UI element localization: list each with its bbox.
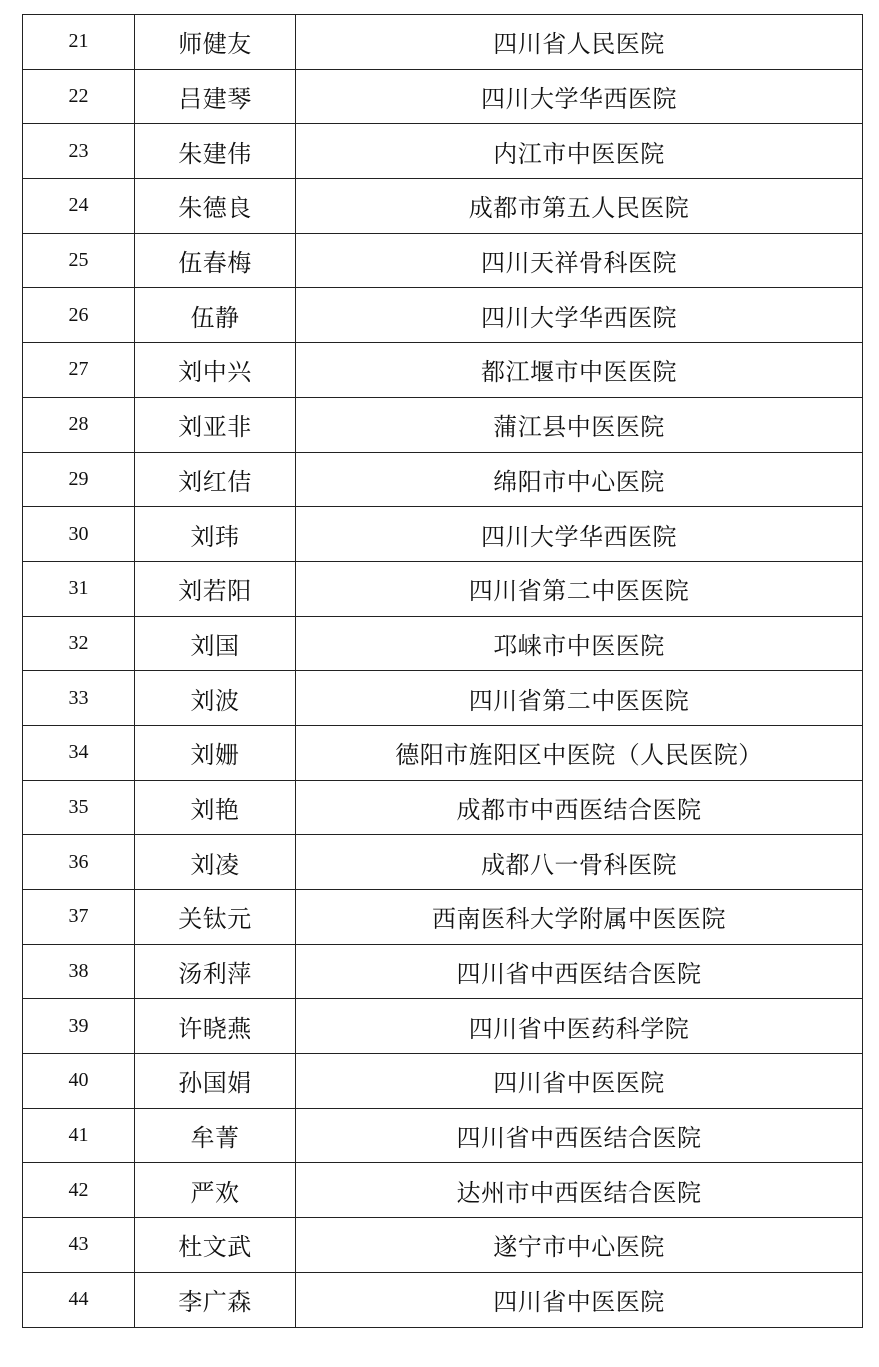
person-name-cell: 刘国 [135,616,296,671]
person-name-cell: 牟菁 [135,1108,296,1163]
hospital-name-cell: 达州市中西医结合医院 [296,1163,863,1218]
hospital-name-cell: 邛崃市中医医院 [296,616,863,671]
roster-table-body [23,15,863,1328]
person-name-cell: 关钛元 [135,890,296,945]
table-row [23,397,863,452]
person-name-cell: 刘红佶 [135,452,296,507]
table-row [23,1108,863,1163]
table-row [23,507,863,562]
hospital-name-cell: 西南医科大学附属中医医院 [296,890,863,945]
person-name-cell: 刘若阳 [135,561,296,616]
person-name-cell: 伍静 [135,288,296,343]
person-name-cell: 刘凌 [135,835,296,890]
row-number-cell: 25 [23,233,135,288]
row-number-cell: 23 [23,124,135,179]
person-name-cell: 朱建伟 [135,124,296,179]
hospital-name-cell: 成都市中西医结合医院 [296,780,863,835]
table-row [23,780,863,835]
row-number-cell: 27 [23,343,135,398]
person-name-cell: 严欢 [135,1163,296,1218]
row-number-cell: 36 [23,835,135,890]
hospital-name-cell: 四川天祥骨科医院 [296,233,863,288]
table-row [23,1054,863,1109]
hospital-name-cell: 绵阳市中心医院 [296,452,863,507]
table-row [23,69,863,124]
hospital-name-cell: 四川大学华西医院 [296,69,863,124]
table-row [23,288,863,343]
person-name-cell: 刘波 [135,671,296,726]
row-number-cell: 22 [23,69,135,124]
row-number-cell: 38 [23,944,135,999]
row-number-cell: 44 [23,1272,135,1327]
person-name-cell: 孙国娟 [135,1054,296,1109]
person-name-cell: 师健友 [135,15,296,70]
row-number-cell: 24 [23,179,135,234]
hospital-name-cell: 成都市第五人民医院 [296,179,863,234]
table-row [23,1163,863,1218]
table-row [23,179,863,234]
hospital-name-cell: 遂宁市中心医院 [296,1218,863,1273]
hospital-name-cell: 蒲江县中医医院 [296,397,863,452]
person-name-cell: 刘艳 [135,780,296,835]
table-row [23,1272,863,1327]
row-number-cell: 28 [23,397,135,452]
table-row [23,671,863,726]
person-name-cell: 汤利萍 [135,944,296,999]
hospital-name-cell: 四川省第二中医医院 [296,671,863,726]
table-row [23,343,863,398]
person-name-cell: 刘中兴 [135,343,296,398]
table-row [23,124,863,179]
table-row [23,999,863,1054]
row-number-cell: 43 [23,1218,135,1273]
person-name-cell: 吕建琴 [135,69,296,124]
hospital-name-cell: 四川省人民医院 [296,15,863,70]
table-row [23,890,863,945]
row-number-cell: 30 [23,507,135,562]
table-row [23,452,863,507]
row-number-cell: 40 [23,1054,135,1109]
table-row [23,944,863,999]
row-number-cell: 26 [23,288,135,343]
hospital-name-cell: 都江堰市中医医院 [296,343,863,398]
person-name-cell: 刘姗 [135,725,296,780]
person-name-cell: 刘亚非 [135,397,296,452]
table-row [23,1218,863,1273]
person-name-cell: 许晓燕 [135,999,296,1054]
person-name-cell: 伍春梅 [135,233,296,288]
table-row [23,725,863,780]
row-number-cell: 32 [23,616,135,671]
person-name-cell: 刘玮 [135,507,296,562]
row-number-cell: 29 [23,452,135,507]
table-row [23,561,863,616]
hospital-name-cell: 成都八一骨科医院 [296,835,863,890]
person-name-cell: 杜文武 [135,1218,296,1273]
roster-table [22,14,863,1328]
row-number-cell: 42 [23,1163,135,1218]
row-number-cell: 39 [23,999,135,1054]
person-name-cell: 朱德良 [135,179,296,234]
roster-table-container [22,14,862,1328]
hospital-name-cell: 德阳市旌阳区中医院（人民医院） [296,725,863,780]
row-number-cell: 35 [23,780,135,835]
hospital-name-cell: 四川省中医药科学院 [296,999,863,1054]
table-row [23,233,863,288]
hospital-name-cell: 四川省中医医院 [296,1272,863,1327]
table-row [23,616,863,671]
hospital-name-cell: 四川大学华西医院 [296,507,863,562]
table-row [23,835,863,890]
row-number-cell: 21 [23,15,135,70]
row-number-cell: 41 [23,1108,135,1163]
person-name-cell: 李广森 [135,1272,296,1327]
row-number-cell: 33 [23,671,135,726]
row-number-cell: 34 [23,725,135,780]
row-number-cell: 31 [23,561,135,616]
hospital-name-cell: 四川省中西医结合医院 [296,944,863,999]
hospital-name-cell: 四川大学华西医院 [296,288,863,343]
hospital-name-cell: 四川省第二中医医院 [296,561,863,616]
row-number-cell: 37 [23,890,135,945]
table-row [23,15,863,70]
hospital-name-cell: 四川省中西医结合医院 [296,1108,863,1163]
hospital-name-cell: 内江市中医医院 [296,124,863,179]
hospital-name-cell: 四川省中医医院 [296,1054,863,1109]
